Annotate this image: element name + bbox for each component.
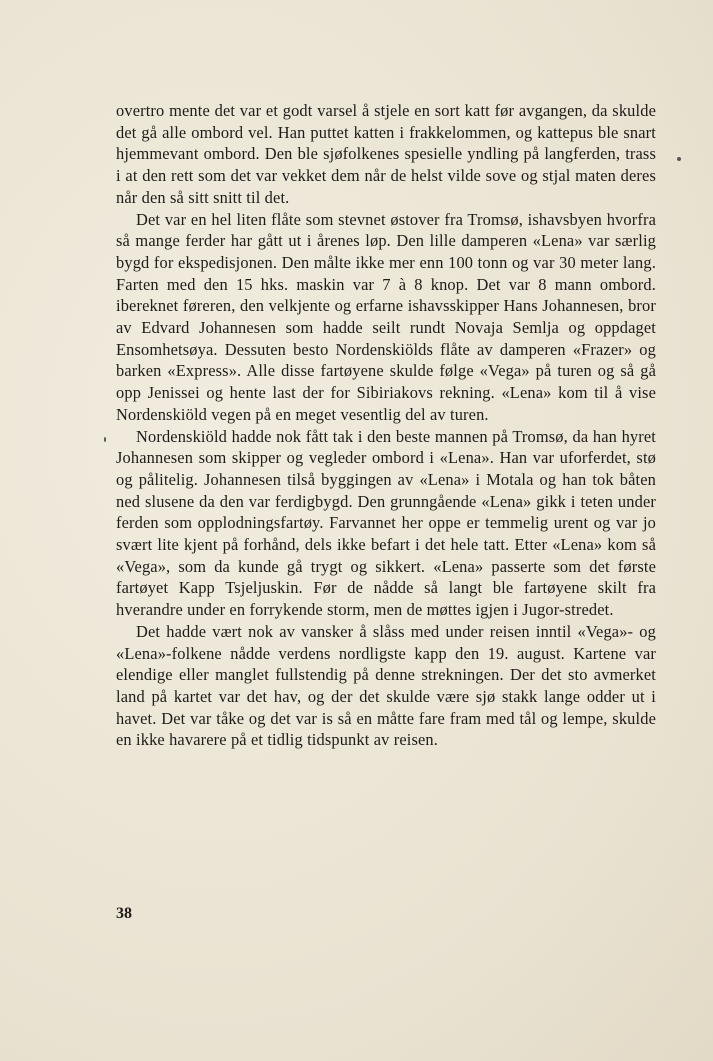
- paragraph-3: Nordenskiöld hadde nok fått tak i den beste mannen på Tromsø, da han hyret Johannesen som skipper og vegleder ombord i «Lena». Han var uforferdet, stø og pålitelig. Johannesen tilså byggingen av «Lena» i Motala og han tok båten ned slusene da den var ferdigbygd. Den grunngående «Lena» gikk i teten under ferden som opplodningsfartøy. Farvannet her oppe er temmelig urent og var jo svært lite kjent på forhånd, dels ikke befart i det hele tatt. Etter «Lena» kom så «Vega», som da kunde gå trygt og sikkert. «Lena» passerte som det første fartøyet Kapp Tsjeljuskin. Før de nådde så langt ble fartøyene skilt fra hverandre under en forrykende storm, men de møttes igjen i Jugor-stredet.: [116, 426, 656, 620]
- ink-speck: [104, 437, 106, 442]
- paragraph-1: overtro mente det var et godt varsel å stjele en sort katt før avgangen, da skulde det gå alle ombord vel. Han puttet katten i frakkelommen, og kattepus ble snart hjemmevant ombord. Den ble sjøfolkenes spesielle yndling på langferden, trass i at den rett som det var vekket dem når de helst vilde sove og stjal maten deres når den så sitt snitt til det.: [116, 101, 656, 207]
- paragraph-4: Det hadde vært nok av vansker å slåss med under reisen inntil «Vega»- og «Lena»-folkene nådde verdens nordligste kapp den 19. august. Kartene var elendige eller manglet fullstendig på denne strekningen. Der det sto avmerket land på kartet var det hav, og der det skulde være sjø stakk lange odder ut i havet. Det var tåke og det var is så en måtte fare fram med tål og lempe, skulde en ikke havarere på et tidlig tidspunkt av reisen.: [116, 621, 656, 750]
- page-number: 38: [116, 905, 132, 922]
- body-text: [116, 100, 656, 751]
- paragraph-2: Det var en hel liten flåte som stevnet østover fra Tromsø, ishavsbyen hvorfra så mange ferder har gått ut i årenes løp. Den lille damperen «Lena» var særlig bygd for ekspedisjonen. Den målte ikke mer enn 100 tonn og var 30 meter lang. Farten med den 15 hks. maskin var 7 à 8 knop. Det var 8 mann ombord. ibereknet føreren, den velkjente og erfarne ishavsskipper Hans Johannesen, bror av Edvard Johannesen som hadde seilt rundt Novaja Semlja og oppdaget Ensomhetsøya. Dessuten besto Nordenskiölds flåte av damperen «Frazer» og barken «Express». Alle disse fartøyene skulde følge «Vega» på turen og så gå opp Jenissei og hente last der for Sibiriakovs rekning. «Lena» kom til å vise Nordenskiöld vegen på en meget vesentlig del av turen.: [116, 209, 656, 424]
- ink-speck: [677, 157, 681, 161]
